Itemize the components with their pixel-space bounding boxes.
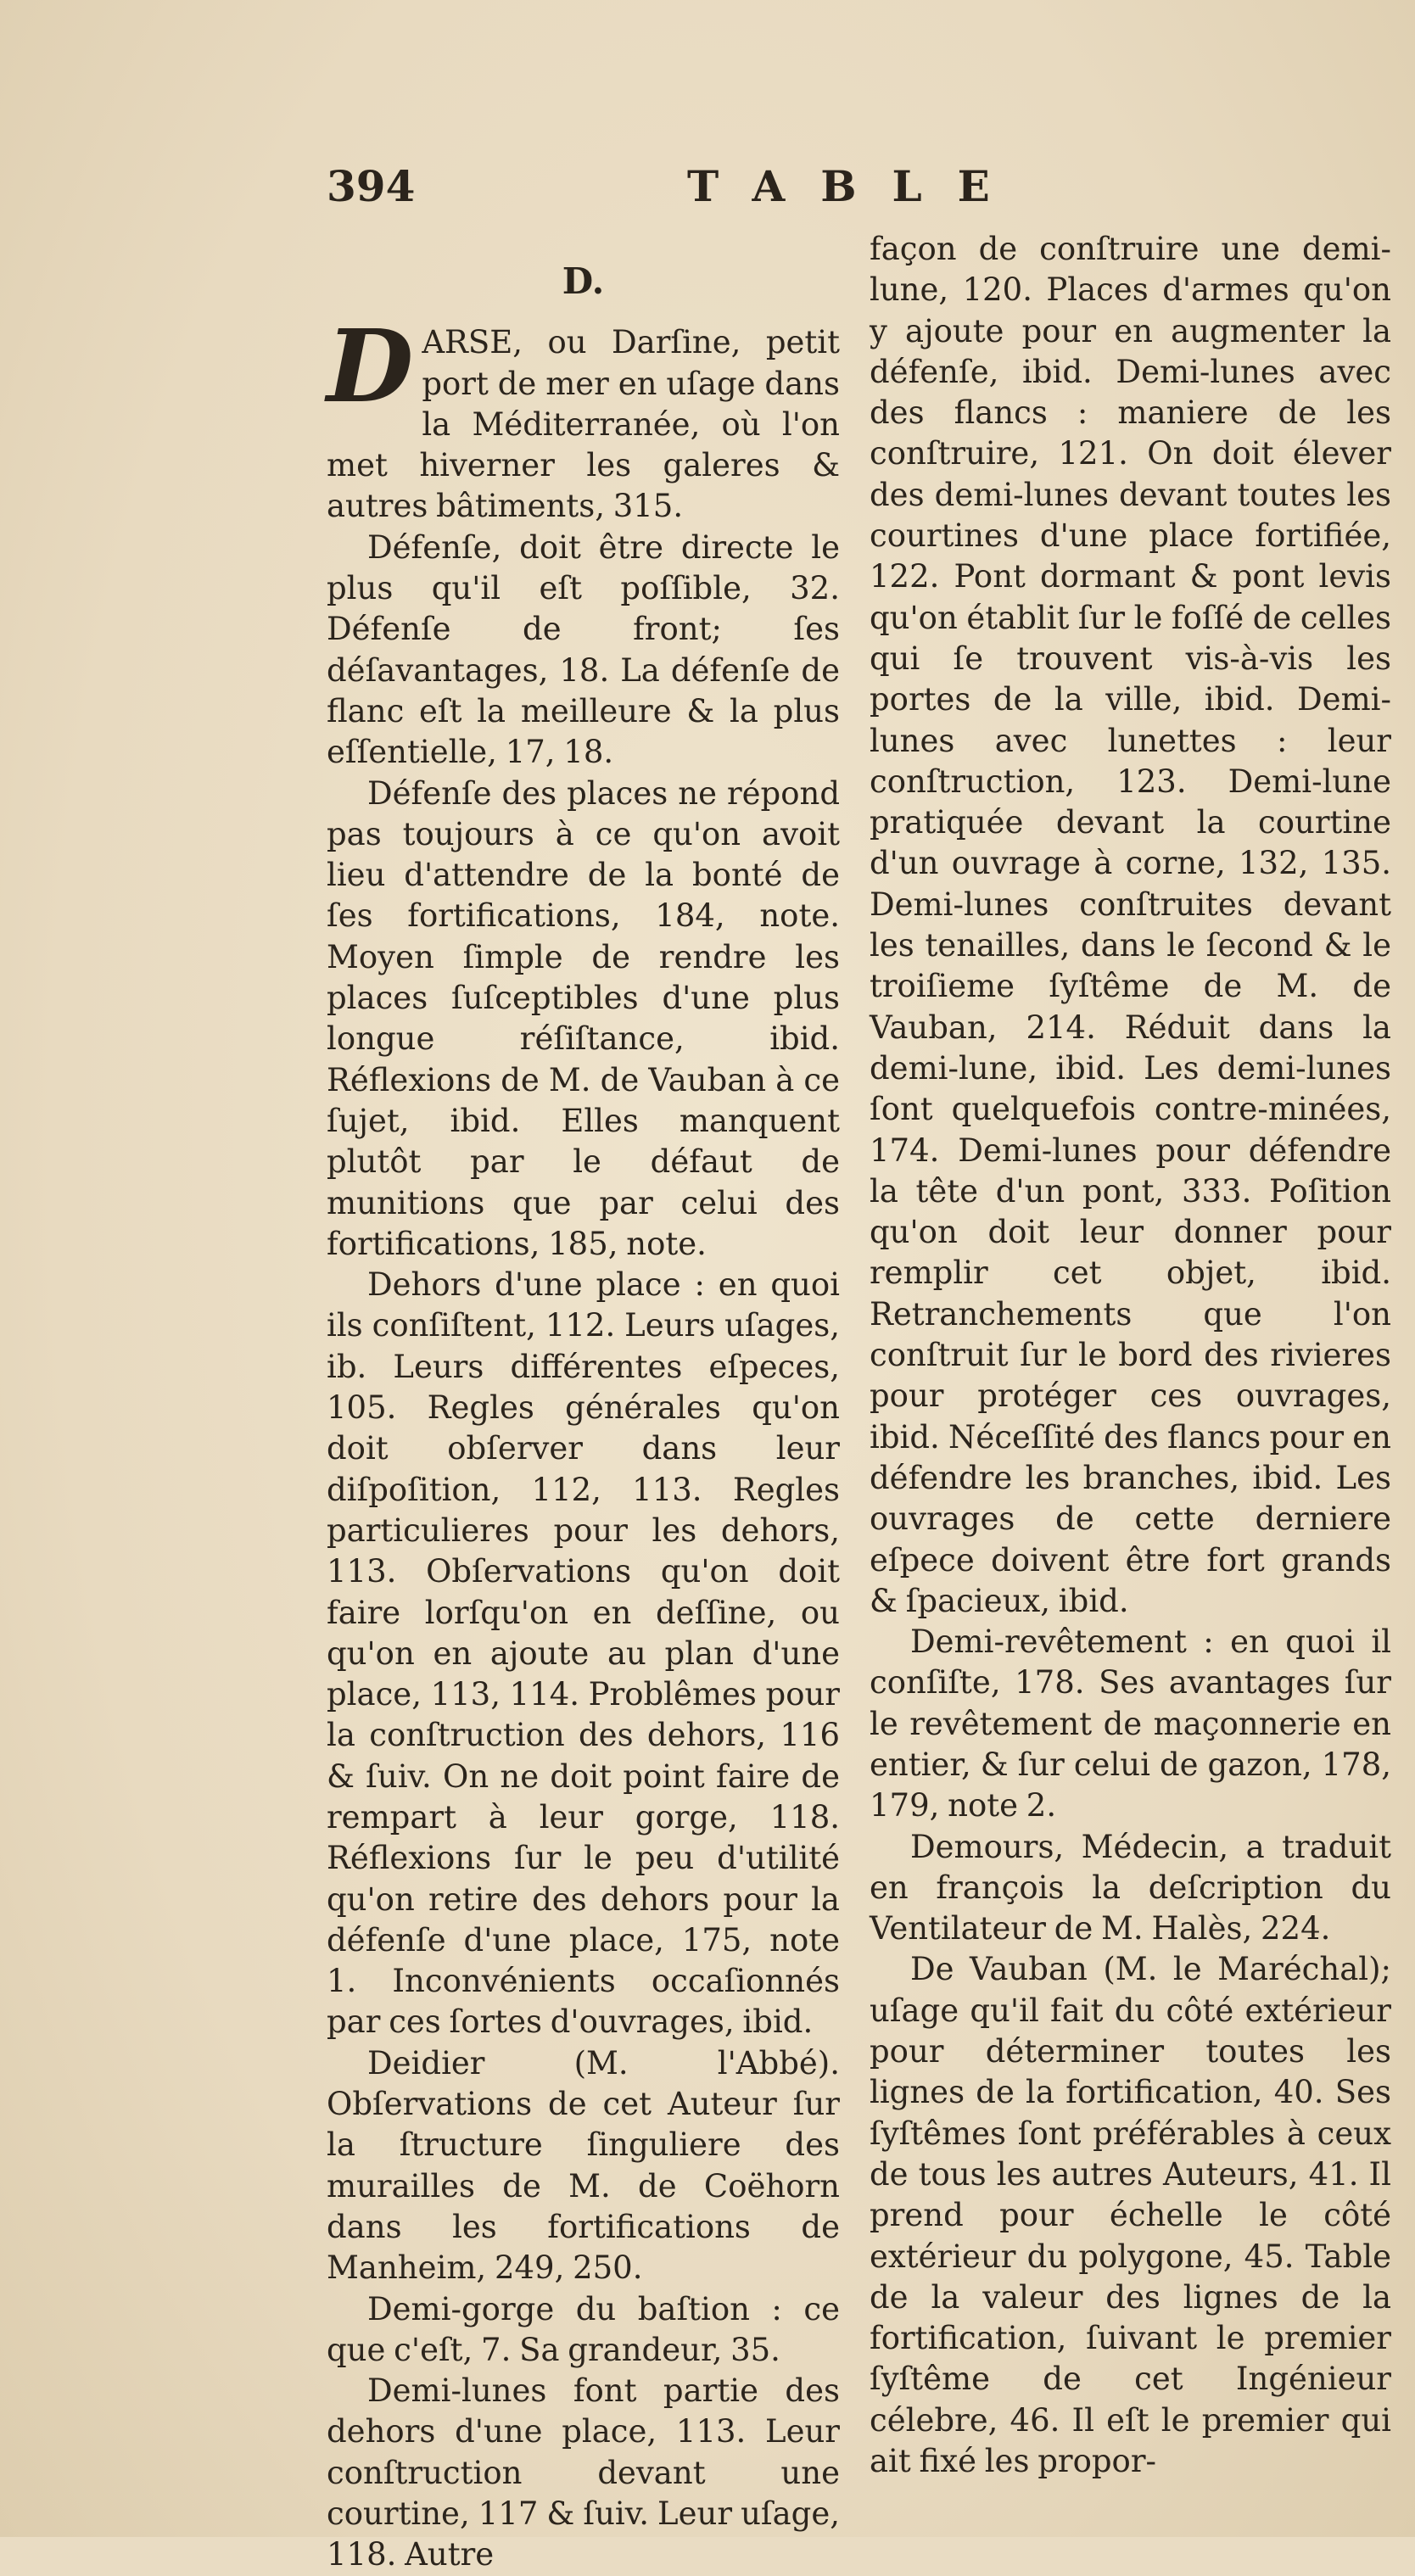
index-entry-demi-gorge: Demi-gorge du baſtion : ce que c'eſt, 7. Sa grandeur, 35.: [327, 2290, 840, 2368]
index-entry-dehors: Dehors d'une place : en quoi ils conſiſtent, 112. Leurs uſages, ib. Leurs différentes eſpeces, 105. Regles générales qu'on doit obſerver dans leur diſpoſition, 112, 113. Regles particulieres pour les dehors, 113. Obſervations qu'on doit faire lorſqu'on en deſſine, ou qu'on en ajoute au plan d'une place, 113, 114. Problêmes pour la conſtruction des dehors, 116 & ſuiv. On ne doit point faire de rempart à leur gorge, 118. Réflexions ſur le peu d'utilité qu'on retire des dehors pour la défenſe d'une place, 175, note 1. Inconvénients occaſionnés par ces ſortes d'ouvrages, ibid.: [327, 1266, 840, 2041]
index-entry-darse: [327, 307, 840, 527]
left-column: [327, 229, 840, 2576]
page-header: [327, 161, 1175, 221]
index-entry-defense: Défenſe, doit être directe le plus qu'il eſt poſſible, 32. Défenſe de front; ſes déſavantages, 18. La défenſe de flanc eſt la meilleure & la plus eſſentielle, 17, 18.: [327, 528, 840, 771]
running-title: TABLE: [687, 161, 1026, 211]
right-column: [870, 229, 1391, 2482]
index-entry-demi-revetement: Demi-revêtement : en quoi il conſiſte, 178. Ses avantages ſur le revêtement de maçonnerie en entier, & ſur celui de gazon, 178, 179, note 2.: [870, 1623, 1391, 1824]
index-entry-de-vauban: De Vauban (M. le Maréchal); uſage qu'il fait du côté extérieur pour déterminer toutes les lignes de la fortification, 40. Ses ſyſtêmes ſont préférables à ceux de tous les autres Auteurs, 41. Il prend pour échelle le côté extérieur du polygone, 45. Table de la valeur des lignes de la fortification, ſuivant le premier ſyſtême de cet Ingénieur célebre, 46. Il eſt le premier qui ait fixé les propor-: [870, 1951, 1391, 2480]
page-number: 394: [327, 161, 416, 211]
index-entry-defense-places: Défenſe des places ne répond pas toujours à ce qu'on avoit lieu d'attendre de la bonté de ſes fortifications, 184, note. Moyen ſimple de rendre les places ſuſceptibles d'une plus longue réſiſtance, ibid. Réflexions de M. de Vauban à ce ſujet, ibid. Elles manquent plutôt par le défaut de munitions que par celui des fortifications, 185, note.: [327, 774, 840, 1262]
index-entry-demi-lunes-cont: façon de conſtruire une demi-lune, 120. Places d'armes qu'on y ajoute pour en augmenter la défenſe, ibid. Demi-lunes avec des flancs : maniere de les conſtruire, 121. On doit élever des demi-lunes devant toutes les courtines d'une place fortifiée, 122. Pont dormant & pont levis qu'on établit ſur le foſſé de celles qui ſe trouvent vis-à-vis les portes de la ville, ibid. Demi-lunes avec lunettes : leur conſtruction, 123. Demi-lune pratiquée devant la courtine d'un ouvrage à corne, 132, 135. Demi-lunes conſtruites devant les tenailles, dans le ſecond & le troiſieme ſyſtême de M. de Vauban, 214. Réduit dans la demi-lune, ibid. Les demi-lunes ſont quelquefois contre-minées, 174. Demi-lunes pour défendre la tête d'un pont, 333. Poſition qu'on doit leur donner pour remplir cet objet, ibid. Retranchements que l'on conſtruit ſur le bord des rivieres pour protéger ces ouvrages, ibid. Néceſſité des flancs pour en défendre les branches, ibid. Les ouvrages de cette derniere eſpece doivent être fort grands & ſpacieux, ibid.: [870, 231, 1391, 1619]
index-entry-demi-lunes: Demi-lunes font partie des dehors d'une place, 113. Leur conſtruction devant une courtine, 117 & ſuiv. Leur uſage, 118. Autre: [327, 2372, 840, 2573]
index-entry-deidier: Deidier (M. l'Abbé). Obſervations de cet Auteur ſur la ſtructure ſinguliere des murailles de M. de Coëhorn dans les fortifications de Manheim, 249, 250.: [327, 2044, 840, 2287]
section-letter: D.: [562, 260, 605, 302]
entry-text: ARSE, ou Darſine, petit port de mer en uſage dans la Méditerranée, où l'on met hiverner les galeres & autres bâtiments, 315.: [327, 324, 840, 525]
drop-cap: D: [327, 307, 414, 426]
index-entry-demours: Demours, Médecin, a traduit en françois la deſcription du Ventilateur de M. Halès, 224.: [870, 1828, 1391, 1947]
